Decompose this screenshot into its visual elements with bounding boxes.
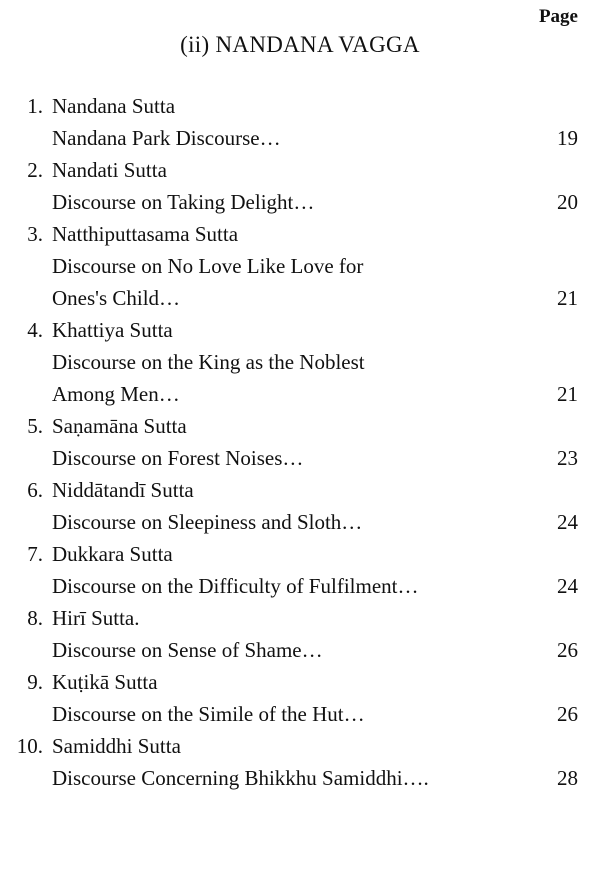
toc-entry <box>0 474 600 538</box>
sutta-title: Dukkara Sutta <box>52 542 173 566</box>
sutta-title: Saṇamāna Sutta <box>52 414 187 438</box>
toc-entry-desc-line <box>0 250 600 282</box>
toc-entry-title-line <box>0 602 600 634</box>
toc-entry <box>0 666 600 730</box>
toc-entry-desc-line <box>0 378 600 410</box>
page-number: 26 <box>557 638 578 662</box>
entry-number: 2. <box>27 158 43 182</box>
discourse-description: Nandana Park Discourse… <box>52 126 281 150</box>
discourse-description: Discourse on Taking Delight… <box>52 190 315 214</box>
toc-entry-desc-line <box>0 570 600 602</box>
toc-entry <box>0 730 600 794</box>
sutta-title: Natthiputtasama Sutta <box>52 222 239 246</box>
sutta-title: Khattiya Sutta <box>52 318 173 342</box>
toc-entry <box>0 538 600 602</box>
toc-entry-title-line <box>0 154 600 186</box>
toc-entry <box>0 410 600 474</box>
toc-entry-desc-line <box>0 442 600 474</box>
toc-entry-desc-line <box>0 122 600 154</box>
page-number: 20 <box>557 190 578 214</box>
page-number: 21 <box>557 382 578 406</box>
toc-entry-title-line <box>0 314 600 346</box>
entry-number: 1. <box>27 94 43 118</box>
discourse-description: Discourse on No Love Like Love for <box>52 254 364 278</box>
entry-number: 7. <box>27 542 43 566</box>
page-number: 24 <box>557 510 578 534</box>
toc-entry-title-line <box>0 90 600 122</box>
discourse-description: Discourse on Sleepiness and Sloth… <box>52 510 363 534</box>
toc-entry-desc-line <box>0 506 600 538</box>
discourse-description: Ones's Child… <box>52 286 181 310</box>
sutta-title: Hirī Sutta. <box>52 606 140 630</box>
sutta-title: Kuṭikā Sutta <box>52 670 158 694</box>
toc-entry-title-line <box>0 666 600 698</box>
section-title: (ii) NANDANA VAGGA <box>180 32 420 57</box>
toc-entry-desc-line <box>0 762 600 794</box>
toc-entry-title-line <box>0 474 600 506</box>
toc-entry-desc-line <box>0 282 600 314</box>
sutta-title: Nandati Sutta <box>52 158 167 182</box>
toc-entry <box>0 218 600 314</box>
sutta-title: Nandana Sutta <box>52 94 176 118</box>
page-number: 23 <box>557 446 578 470</box>
entry-number: 3. <box>27 222 43 246</box>
discourse-description: Among Men… <box>52 382 180 406</box>
page-number: 26 <box>557 702 578 726</box>
toc-entry <box>0 90 600 154</box>
sutta-title: Samiddhi Sutta <box>52 734 181 758</box>
toc-entry-title-line <box>0 218 600 250</box>
discourse-description: Discourse Concerning Bhikkhu Samiddhi…. <box>52 766 429 790</box>
discourse-description: Discourse on Forest Noises… <box>52 446 304 470</box>
entry-number: 4. <box>27 318 43 342</box>
toc-entry <box>0 602 600 666</box>
page-number: 28 <box>557 766 578 790</box>
toc-entry-desc-line <box>0 634 600 666</box>
toc-entry-title-line <box>0 730 600 762</box>
entry-number: 6. <box>27 478 43 502</box>
page-number: 21 <box>557 286 578 310</box>
toc-entry <box>0 154 600 218</box>
discourse-description: Discourse on Sense of Shame… <box>52 638 323 662</box>
sutta-title: Niddātandī Sutta <box>52 478 194 502</box>
page-number: 19 <box>557 126 578 150</box>
toc-entry <box>0 314 600 410</box>
entry-number: 8. <box>27 606 43 630</box>
discourse-description: Discourse on the Simile of the Hut… <box>52 702 365 726</box>
table-of-contents <box>0 90 600 794</box>
toc-entry-desc-line <box>0 346 600 378</box>
toc-entry-desc-line <box>0 698 600 730</box>
page-number: 24 <box>557 574 578 598</box>
entry-number: 9. <box>27 670 43 694</box>
toc-entry-title-line <box>0 538 600 570</box>
toc-entry-desc-line <box>0 186 600 218</box>
discourse-description: Discourse on the King as the Noblest <box>52 350 365 374</box>
toc-entry-title-line <box>0 410 600 442</box>
entry-number: 10. <box>16 734 43 758</box>
entry-number: 5. <box>27 414 43 438</box>
discourse-description: Discourse on the Difficulty of Fulfilment… <box>52 574 419 598</box>
page-label: Page <box>538 6 578 27</box>
